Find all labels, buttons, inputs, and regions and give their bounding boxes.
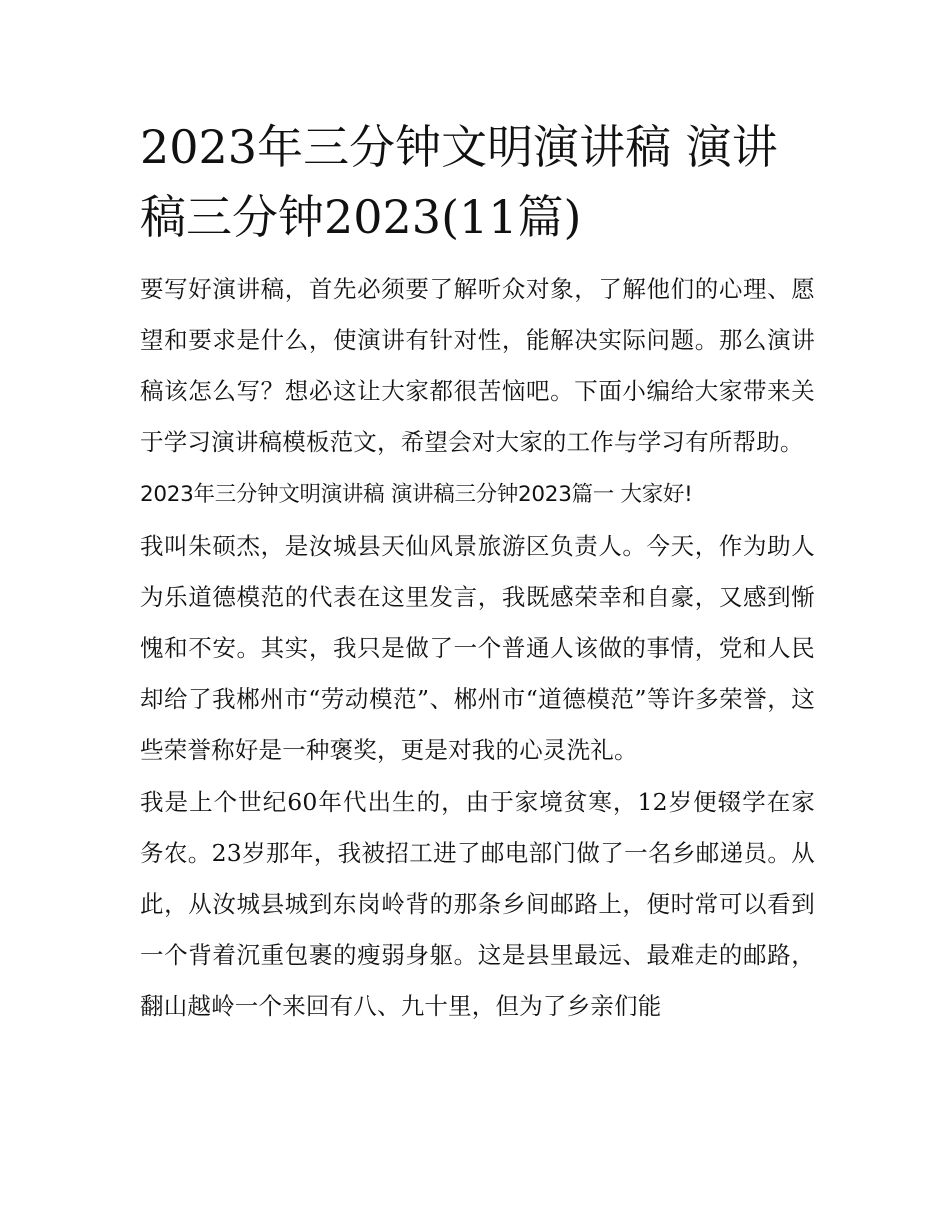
section-heading: 2023年三分钟文明演讲稿 演讲稿三分钟2023篇一 大家好!	[140, 482, 693, 507]
paragraph-self-introduction: 我叫朱硕杰，是汝城县天仙风景旅游区负责人。今天，作为助人为乐道德模范的代表在这里发言，我既感荣幸和自豪，又感到惭愧和不安。其实，我只是做了一个普通人该做的事情，党和人民却给了我郴州市“劳动模范”、郴州市“道德模范”等许多荣誉，这些荣誉称好是一种褒奖，更是对我的心灵洗礼。	[140, 532, 815, 764]
document-body	[140, 264, 815, 1032]
document-page	[140, 112, 815, 1033]
document-title: 2023年三分钟文明演讲稿 演讲稿三分钟2023(11篇)	[140, 120, 778, 244]
paragraph-intro: 要写好演讲稿，首先必须要了解听众对象，了解他们的心理、愿望和要求是什么，使演讲有针对性，能解决实际问题。那么演讲稿该怎么写？想必这让大家都很苦恼吧。下面小编给大家带来关于学习演讲稿模板范文，希望会对大家的工作与学习有所帮助。	[140, 275, 815, 456]
paragraph-background: 我是上个世纪60年代出生的，由于家境贫寒，12岁便辍学在家务农。23岁那年，我被招工进了邮电部门做了一名乡邮递员。从此，从汝城县城到东岗岭背的那条乡间邮路上，便时常可以看到一个背着沉重包裹的瘦弱身躯。这是县里最远、最难走的邮路，翻山越岭一个来回有八、九十里，但为了乡亲们能	[140, 788, 815, 1020]
